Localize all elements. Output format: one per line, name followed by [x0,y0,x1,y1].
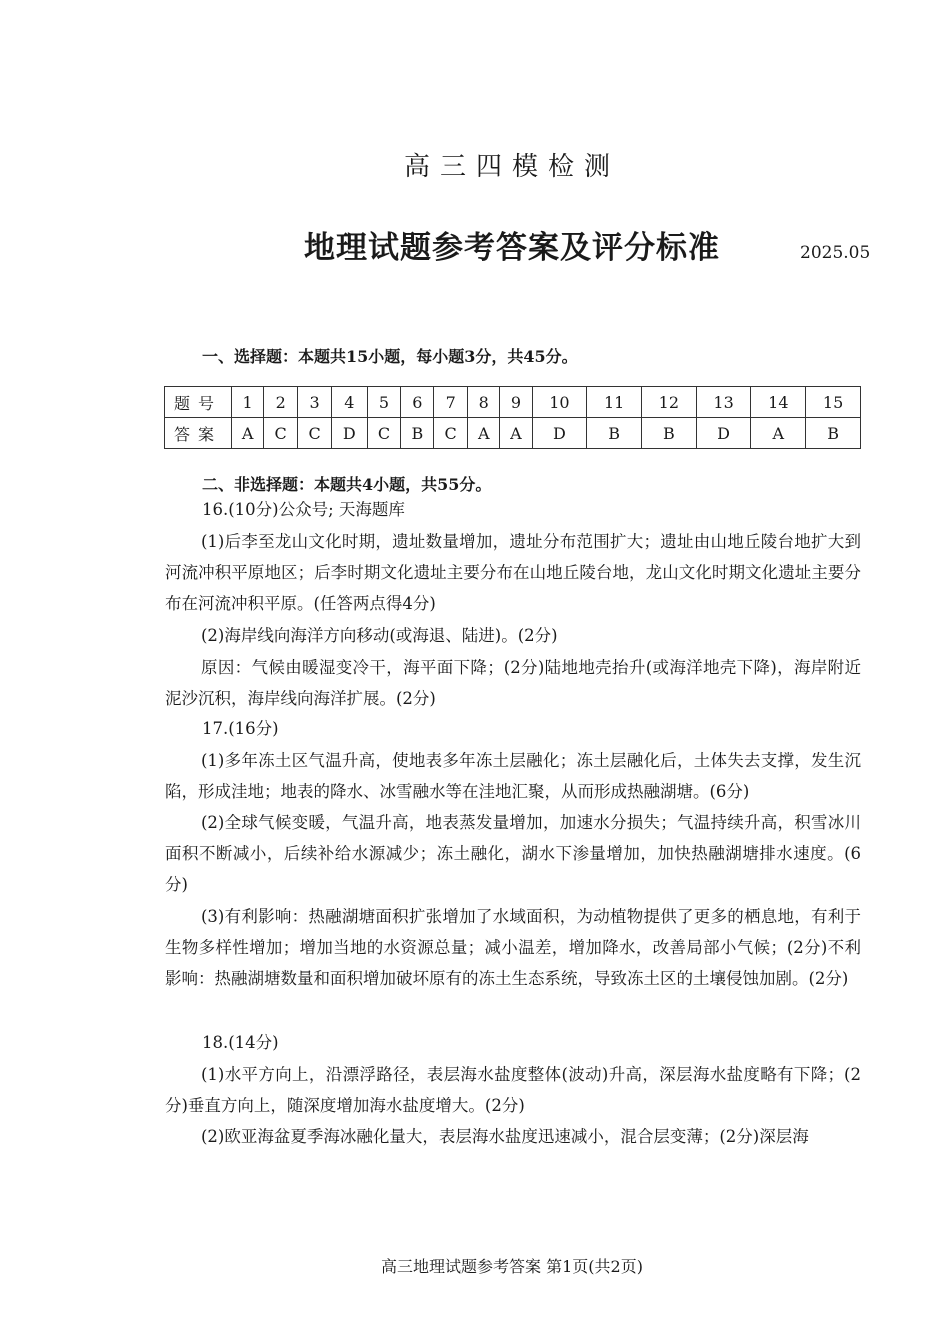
question-16-part-2: (2)海岸线向海洋方向移动(或海退、陆进)。(2分) [201,626,558,645]
question-17-part-3: (3)有利影响：热融湖塘面积扩张增加了水域面积，为动植物提供了更多的栖息地，有利于生物多样性增加；增加当地的水资源总量；减小温差，增加降水，改善局部小气候；(2分)不利影响：热融湖塘数量和面积增加破坏原有的冻土生态系统，导致冻土区的土壤侵蚀加剧。(2分) [165,907,861,988]
document-title: 地理试题参考答案及评分标准 [304,230,720,266]
answer-table [164,386,861,449]
section-1-heading: 一、选择题：本题共15小题，每小题3分，共45分。 [202,347,578,366]
answer-cell: C [298,418,332,449]
answer-cell: D [532,418,587,449]
exam-name: 高三四模检测 [403,152,620,182]
question-number: 15 [806,387,861,418]
answer-cell: A [232,418,264,449]
question-number: 7 [434,387,468,418]
answer-cell: A [468,418,500,449]
question-16-reason: 原因：气候由暖湿变冷干，海平面下降；(2分)陆地地壳抬升(或海洋地壳下降)，海岸附近泥沙沉积，海岸线向海洋扩展。(2分) [165,658,861,708]
answer-cell: A [500,418,532,449]
answer-row [165,418,861,449]
answer-cell: B [806,418,861,449]
question-number: 12 [641,387,696,418]
question-16-part-1: (1)后李至龙山文化时期，遗址数量增加，遗址分布范围扩大；遗址由山地丘陵台地扩大到河流冲积平原地区；后李时期文化遗址主要分布在山地丘陵台地，龙山文化时期文化遗址主要分布在河流冲积平原。(任答两点得4分) [165,532,861,613]
question-17-part-1: (1)多年冻土区气温升高，使地表多年冻土层融化；冻土层融化后，土体失去支撑，发生沉陷，形成洼地；地表的降水、冰雪融水等在洼地汇聚，从而形成热融湖塘。(6分) [165,751,861,801]
row-label-number: 题号 [165,387,232,418]
page-footer: 高三地理试题参考答案 第1页(共2页) [381,1257,643,1276]
answer-cell: B [641,418,696,449]
question-number: 8 [468,387,500,418]
section-2-heading: 二、非选择题：本题共4小题，共55分。 [202,475,492,494]
answer-cell: C [434,418,468,449]
question-number: 5 [367,387,401,418]
question-18-part-1: (1)水平方向上，沿漂浮路径，表层海水盐度整体(波动)升高，深层海水盐度略有下降；(2分)垂直方向上，随深度增加海水盐度增大。(2分) [165,1065,861,1115]
question-18-title: 18.(14分) [202,1033,279,1052]
answer-cell: C [367,418,401,449]
question-18-part-2: (2)欧亚海盆夏季海冰融化量大，表层海水盐度迅速减小，混合层变薄；(2分)深层海 [201,1127,809,1146]
row-label-answer: 答案 [165,418,232,449]
document-date: 2025.05 [800,243,871,263]
question-number-row [165,387,861,418]
question-17-part-2: (2)全球气候变暖，气温升高，地表蒸发量增加，加速水分损失；气温持续升高，积雪冰川面积不断减小，后续补给水源减少；冻土融化，湖水下渗量增加，加快热融湖塘排水速度。(6分) [165,813,861,894]
answer-cell: B [401,418,434,449]
question-number: 10 [532,387,587,418]
answer-cell: D [332,418,367,449]
question-number: 2 [264,387,298,418]
question-number: 6 [401,387,434,418]
answer-cell: B [587,418,642,449]
question-number: 1 [232,387,264,418]
answer-cell: A [751,418,806,449]
question-number: 4 [332,387,367,418]
answer-cell: C [264,418,298,449]
question-number: 13 [696,387,751,418]
question-number: 9 [500,387,532,418]
question-16-title: 16.(10分)公众号; 天海题库 [202,500,405,519]
question-number: 14 [751,387,806,418]
question-17-title: 17.(16分) [202,719,279,738]
question-number: 11 [587,387,642,418]
answer-cell: D [696,418,751,449]
question-number: 3 [298,387,332,418]
